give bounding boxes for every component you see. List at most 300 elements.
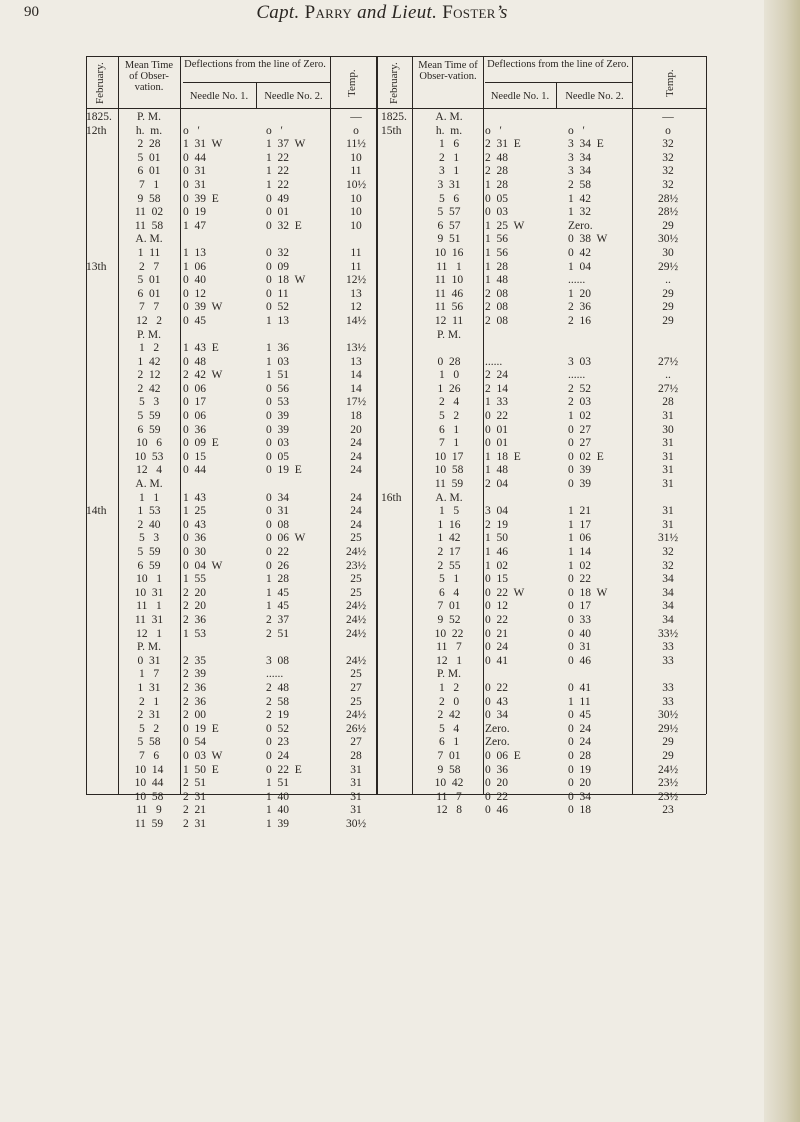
table-cell: 2 19 xyxy=(485,518,508,531)
table-cell: 17½ xyxy=(345,396,367,409)
table-cell: 32 xyxy=(662,559,674,572)
table-cell: 7 7 xyxy=(138,301,160,314)
table-cell xyxy=(86,288,118,302)
table-cell: 12½ xyxy=(345,274,367,287)
table-cell: 32 xyxy=(662,546,674,558)
table-cell: 1 53 xyxy=(183,627,206,640)
table-cell xyxy=(86,464,118,478)
table-cell: 10 22 xyxy=(434,627,464,640)
table-cell xyxy=(636,342,700,356)
table-cell xyxy=(86,641,118,655)
header-month: February. xyxy=(94,62,106,104)
table-cell: 0 03 W xyxy=(183,749,223,762)
table-cell: 32 xyxy=(662,165,674,178)
title-prefix: Capt. xyxy=(256,2,305,23)
table-cell: 1 43 xyxy=(183,491,206,504)
table-cell: 2 0 xyxy=(438,695,460,708)
page-edge-shadow xyxy=(764,0,800,1122)
table-cell: 5 01 xyxy=(137,274,161,287)
table-cell: 6 59 xyxy=(137,559,161,572)
table-cell xyxy=(86,791,118,805)
table-cell: 0 15 xyxy=(183,450,206,463)
table-cell xyxy=(568,668,632,682)
table-cell: 30½ xyxy=(657,709,679,722)
table-cell: 0 53 xyxy=(266,396,289,409)
table-cell: .. xyxy=(665,369,671,382)
table-cell: 0 22 xyxy=(568,573,591,586)
table-cell: 24 xyxy=(350,437,362,450)
table-cell: o ′ xyxy=(183,124,200,137)
table-cell: 3 34 xyxy=(568,151,591,164)
table-cell: 0 34 xyxy=(568,790,591,803)
table-cell xyxy=(381,641,411,655)
table-cell: 1 1 xyxy=(138,491,160,504)
table-cell: 1 53 xyxy=(137,505,161,518)
table-cell xyxy=(337,478,375,492)
table-cell: 2 1 xyxy=(438,151,460,164)
table-cell: 3 34 xyxy=(568,165,591,178)
table-cell: 3 34 E xyxy=(568,138,604,151)
table-cell: 28½ xyxy=(657,192,679,205)
table-cell: 0 28 xyxy=(437,355,461,368)
table-cell: 30 xyxy=(662,423,674,436)
table-cell: 33 xyxy=(662,654,674,667)
table-cell xyxy=(485,668,551,682)
table-cell xyxy=(86,437,118,451)
table-cell: 14 xyxy=(350,382,362,395)
table-cell: 2 51 xyxy=(183,777,206,790)
table-cell: 12 8 xyxy=(436,804,462,817)
table-cell: 5 57 xyxy=(437,206,461,219)
col-rule xyxy=(118,56,119,794)
table-cell: 1 14 xyxy=(568,546,591,558)
table-cell: 10 16 xyxy=(434,246,464,259)
table-cell: 24 xyxy=(350,505,362,518)
table-cell: 31 xyxy=(662,518,674,531)
table-cell: 7 6 xyxy=(138,749,160,762)
title-name-foster: Foster xyxy=(442,2,496,23)
table-cell: 31 xyxy=(350,763,362,776)
table-cell: 2 37 xyxy=(266,613,289,626)
table-cell: 30½ xyxy=(345,817,367,830)
table-cell: 1 43 E xyxy=(183,342,219,355)
table-cell: 1 50 E xyxy=(183,763,219,776)
table-cell: 2 03 xyxy=(568,396,591,409)
table-cell xyxy=(381,410,411,424)
table-cell: h. m. xyxy=(435,124,463,137)
table-cell: 29½ xyxy=(657,260,679,273)
table-cell: 7 01 xyxy=(437,600,461,613)
table-cell: 2 20 xyxy=(183,586,206,599)
table-cell xyxy=(424,342,474,356)
table-cell xyxy=(568,329,632,343)
table-cell: 30 xyxy=(662,246,674,259)
table-cell: 25 xyxy=(350,532,362,545)
table-cell: P. M. xyxy=(137,328,161,341)
table-cell: 2 35 xyxy=(183,654,206,667)
table-cell: P. M. xyxy=(437,668,461,681)
table-cell xyxy=(86,709,118,723)
table-cell: 32 xyxy=(662,151,674,164)
table-cell xyxy=(485,111,551,125)
table-cell xyxy=(381,519,411,533)
table-cell: 0 41 xyxy=(568,681,591,694)
table-cell: 1 42 xyxy=(437,532,461,545)
table-cell: 10 xyxy=(350,192,362,205)
table-cell xyxy=(337,641,375,655)
table-cell xyxy=(86,764,118,778)
table-cell: 0 32 E xyxy=(266,219,302,232)
table-cell xyxy=(381,233,411,247)
table-cell: 1 33 xyxy=(485,396,508,409)
table-cell xyxy=(86,587,118,601)
table-cell: 10 14 xyxy=(134,763,164,776)
column-temp-left xyxy=(337,111,375,831)
table-cell: 11 10 xyxy=(434,274,464,287)
table-cell: 14 xyxy=(350,369,362,382)
table-cell xyxy=(86,736,118,750)
table-cell xyxy=(183,329,251,343)
table-cell: 3 1 xyxy=(438,165,460,178)
table-cell: 0 12 xyxy=(183,287,206,300)
table-cell: 1 2 xyxy=(438,681,460,694)
table-cell: 0 01 xyxy=(485,423,508,436)
table-cell: 5 4 xyxy=(438,722,460,735)
table-cell xyxy=(381,152,411,166)
table-cell: 1 31 xyxy=(137,681,161,694)
table-cell xyxy=(381,532,411,546)
column-time-left xyxy=(122,111,176,831)
table-cell: 0 39 W xyxy=(183,301,223,314)
table-cell: 1 04 xyxy=(568,260,591,273)
table-cell: 2 00 xyxy=(183,709,206,722)
table-cell: 0 44 xyxy=(183,151,206,164)
table-cell xyxy=(86,369,118,383)
table-cell: 2 20 xyxy=(183,600,206,613)
table-cell: 0 01 xyxy=(485,437,508,450)
table-cell: 0 28 xyxy=(568,749,591,762)
table-cell: 11 1 xyxy=(136,600,162,613)
table-cell xyxy=(86,696,118,710)
table-cell: 1 03 xyxy=(266,355,289,368)
table-cell: 10 xyxy=(350,206,362,219)
table-cell: 13 xyxy=(350,287,362,300)
table-cell: 24 xyxy=(350,450,362,463)
table-cell: 0 24 xyxy=(266,749,289,762)
table-cell: 1 45 xyxy=(266,586,289,599)
table-cell xyxy=(381,600,411,614)
table-cell: 10 53 xyxy=(134,450,164,463)
table-cell: 0 17 xyxy=(568,600,591,613)
table-cell xyxy=(381,383,411,397)
table-cell xyxy=(86,424,118,438)
table-cell xyxy=(381,165,411,179)
table-cell xyxy=(86,165,118,179)
table-cell xyxy=(381,315,411,329)
table-cell: 24½ xyxy=(345,613,367,626)
table-cell: 12th xyxy=(86,124,107,137)
table-cell xyxy=(381,464,411,478)
table-cell: 27 xyxy=(350,681,362,694)
table-cell xyxy=(86,750,118,764)
table-cell: 1 22 xyxy=(266,151,289,164)
table-cell xyxy=(381,709,411,723)
table-cell: 29½ xyxy=(657,722,679,735)
table-cell xyxy=(568,492,632,506)
table-cell xyxy=(337,329,375,343)
table-cell: P. M. xyxy=(137,641,161,654)
table-cell: 31 xyxy=(662,450,674,463)
table-cell: 6 01 xyxy=(137,165,161,178)
table-cell: 31 xyxy=(350,790,362,803)
table-cell: 0 18 xyxy=(568,804,591,817)
table-cell: 32 xyxy=(662,138,674,151)
table-cell: 29 xyxy=(662,219,674,232)
column-needle2-left xyxy=(266,111,330,831)
table-cell xyxy=(381,220,411,234)
table-cell xyxy=(485,329,551,343)
table-cell: 1 56 xyxy=(485,233,508,246)
table-cell: 2 28 xyxy=(137,138,161,151)
col-rule xyxy=(180,56,181,794)
table-cell: 10 17 xyxy=(434,450,464,463)
table-cell: 0 20 xyxy=(568,777,591,790)
table-cell: 1 17 xyxy=(568,518,591,531)
table-cell: 29 xyxy=(662,749,674,762)
table-cell: 1825. xyxy=(381,111,407,123)
table-cell: 27½ xyxy=(657,382,679,395)
table-cell: 0 18 W xyxy=(266,274,306,287)
table-cell: 11 9 xyxy=(136,804,162,817)
table-cell: 6 01 xyxy=(137,287,161,300)
table-cell: o ′ xyxy=(568,124,585,137)
column-date-right xyxy=(381,111,411,818)
table-cell: 13th xyxy=(86,260,107,273)
table-cell: 10 6 xyxy=(136,437,162,450)
table-cell xyxy=(381,682,411,696)
table-cell: 0 30 xyxy=(183,546,206,558)
table-cell: 5 6 xyxy=(438,192,460,205)
table-cell: — xyxy=(350,111,362,123)
table-cell: 24 xyxy=(350,491,362,504)
table-cell: 10 xyxy=(350,151,362,164)
title-name-parry: Parry xyxy=(304,2,353,23)
table-cell: 24½ xyxy=(345,654,367,667)
table-cell: Zero. xyxy=(485,736,510,749)
table-cell xyxy=(86,152,118,166)
table-cell: 0 40 xyxy=(568,627,591,640)
table-cell: 1 5 xyxy=(438,505,460,518)
table-cell: 2 1 xyxy=(138,695,160,708)
table-cell: 2 28 xyxy=(485,165,508,178)
table-cell xyxy=(485,492,551,506)
table-cell xyxy=(636,329,700,343)
table-cell: 1 02 xyxy=(485,559,508,572)
table-cell: 0 06 E xyxy=(485,749,521,762)
table-cell: 0 24 xyxy=(568,736,591,749)
table-cell: 2 31 xyxy=(183,790,206,803)
running-title xyxy=(0,2,764,24)
column-needle1-right xyxy=(485,111,551,818)
table-cell: 2 7 xyxy=(138,260,160,273)
table-cell xyxy=(86,804,118,818)
table-cell xyxy=(86,410,118,424)
table-cell xyxy=(86,831,118,845)
table-cell: 28 xyxy=(662,396,674,409)
table-cell: 33 xyxy=(662,681,674,694)
table-cell: 30½ xyxy=(657,233,679,246)
table-cell xyxy=(86,233,118,247)
table-cell: 0 19 xyxy=(183,206,206,219)
table-cell xyxy=(636,668,700,682)
table-cell: 0 19 xyxy=(568,763,591,776)
table-cell: 31 xyxy=(662,437,674,450)
table-cell: 10 58 xyxy=(434,464,464,477)
table-cell xyxy=(381,777,411,791)
table-cell: 29 xyxy=(662,314,674,327)
table-cell: 31½ xyxy=(657,532,679,545)
table-cell: 10 31 xyxy=(134,586,164,599)
table-cell xyxy=(86,315,118,329)
table-cell: 0 22 xyxy=(485,681,508,694)
table-cell: 31 xyxy=(662,410,674,423)
table-cell: 0 48 xyxy=(183,355,206,368)
table-cell xyxy=(381,247,411,261)
table-cell: 0 23 xyxy=(266,736,289,749)
table-cell: 29 xyxy=(662,736,674,749)
table-cell: 18 xyxy=(350,410,362,423)
header-deflections: Deflections from the line of Zero. xyxy=(184,59,326,70)
table-cell: 11 56 xyxy=(434,301,464,314)
page-number: 90 xyxy=(24,4,39,20)
column-time-right xyxy=(424,111,474,818)
table-cell: 23 xyxy=(662,804,674,817)
table-cell: 0 24 xyxy=(485,641,508,654)
header-needle-2: Needle No. 2. xyxy=(565,91,624,102)
table-cell xyxy=(381,369,411,383)
table-cell: 2 08 xyxy=(485,287,508,300)
col-rule-divider xyxy=(376,56,378,794)
table-cell: 33 xyxy=(662,695,674,708)
table-cell xyxy=(86,546,118,560)
table-cell: 33 xyxy=(662,641,674,654)
col-rule xyxy=(412,56,413,794)
table-cell: 0 19 E xyxy=(183,722,219,735)
table-cell xyxy=(381,804,411,818)
table-cell: 0 56 xyxy=(266,382,289,395)
table-cell: 33½ xyxy=(657,627,679,640)
table-cell xyxy=(381,288,411,302)
table-cell: 1 32 xyxy=(568,206,591,219)
table-cell: 7 1 xyxy=(438,437,460,450)
table-cell: 13½ xyxy=(345,342,367,355)
table-cell: 2 31 xyxy=(183,817,206,830)
table-cell xyxy=(86,655,118,669)
table-cell: 10 xyxy=(350,219,362,232)
table-cell xyxy=(183,111,251,125)
table-cell: 5 2 xyxy=(438,410,460,423)
table-cell: 0 22 xyxy=(485,613,508,626)
table-cell: 11 7 xyxy=(436,790,462,803)
table-cell: 1 31 W xyxy=(183,138,223,151)
table-cell xyxy=(485,342,551,356)
table-cell: 11 7 xyxy=(436,641,462,654)
table-cell: 31 xyxy=(662,505,674,518)
table-cell: 0 52 xyxy=(266,301,289,314)
table-cell: 3 31 xyxy=(437,178,461,191)
table-cell: 29 xyxy=(662,287,674,300)
table-cell: 0 31 xyxy=(137,654,161,667)
table-cell: 2 58 xyxy=(568,178,591,191)
table-cell: 28 xyxy=(350,749,362,762)
table-cell: 12 1 xyxy=(436,654,462,667)
table-cell xyxy=(86,301,118,315)
table-cell: 1 6 xyxy=(438,138,460,151)
table-cell: 0 46 xyxy=(485,804,508,817)
table-cell xyxy=(381,736,411,750)
table-cell: 0 19 E xyxy=(266,464,302,477)
table-cell xyxy=(381,193,411,207)
table-cell: 11½ xyxy=(346,138,366,151)
table-cell: 6 1 xyxy=(438,736,460,749)
table-cell: 2 42 xyxy=(137,382,161,395)
table-cell: 1 28 xyxy=(266,573,289,586)
table-cell: P. M. xyxy=(437,328,461,341)
table-cell xyxy=(86,451,118,465)
header-bottom-rule xyxy=(86,108,706,109)
table-cell xyxy=(381,342,411,356)
header-temp: Temp. xyxy=(346,69,358,97)
header-deflections: Deflections from the line of Zero. xyxy=(487,59,629,70)
table-cell: 0 39 E xyxy=(183,192,219,205)
table-cell: 0 32 xyxy=(266,246,289,259)
table-cell: 0 09 E xyxy=(183,437,219,450)
table-cell: 1 51 xyxy=(266,777,289,790)
table-cell: 3 08 xyxy=(266,654,289,667)
table-cell: A. M. xyxy=(435,111,463,123)
table-cell: o ′ xyxy=(266,124,283,137)
table-cell: 31 xyxy=(662,464,674,477)
table-cell: 1 50 xyxy=(485,532,508,545)
table-cell: 20 xyxy=(350,423,362,436)
table-cell: 0 24 xyxy=(568,722,591,735)
table-cell xyxy=(266,478,330,492)
table-cell: 1 40 xyxy=(266,804,289,817)
table-cell xyxy=(86,329,118,343)
table-cell: 1 40 xyxy=(266,790,289,803)
table-cell: 1 02 xyxy=(568,410,591,423)
table-cell: 2 12 xyxy=(137,369,161,382)
table-cell: o ′ xyxy=(485,124,502,137)
table-cell: 1 28 xyxy=(485,178,508,191)
table-cell: 1 21 xyxy=(568,505,591,518)
table-cell: 2 36 xyxy=(183,681,206,694)
table-cell: 34 xyxy=(662,573,674,586)
table-cell: 27 xyxy=(350,736,362,749)
table-cell: 11 59 xyxy=(434,478,464,491)
table-cell: 1 06 xyxy=(568,532,591,545)
table-cell: 2 42 xyxy=(437,709,461,722)
table-cell: 1 7 xyxy=(138,668,160,681)
table-cell: 10 42 xyxy=(434,777,464,790)
table-cell: 0 43 xyxy=(485,695,508,708)
table-cell: 10 44 xyxy=(134,777,164,790)
table-cell: 0 22 xyxy=(485,790,508,803)
table-cell xyxy=(266,641,330,655)
table-cell: 2 58 xyxy=(266,695,289,708)
table-cell: 2 19 xyxy=(266,709,289,722)
table-cell: 2 16 xyxy=(568,314,591,327)
